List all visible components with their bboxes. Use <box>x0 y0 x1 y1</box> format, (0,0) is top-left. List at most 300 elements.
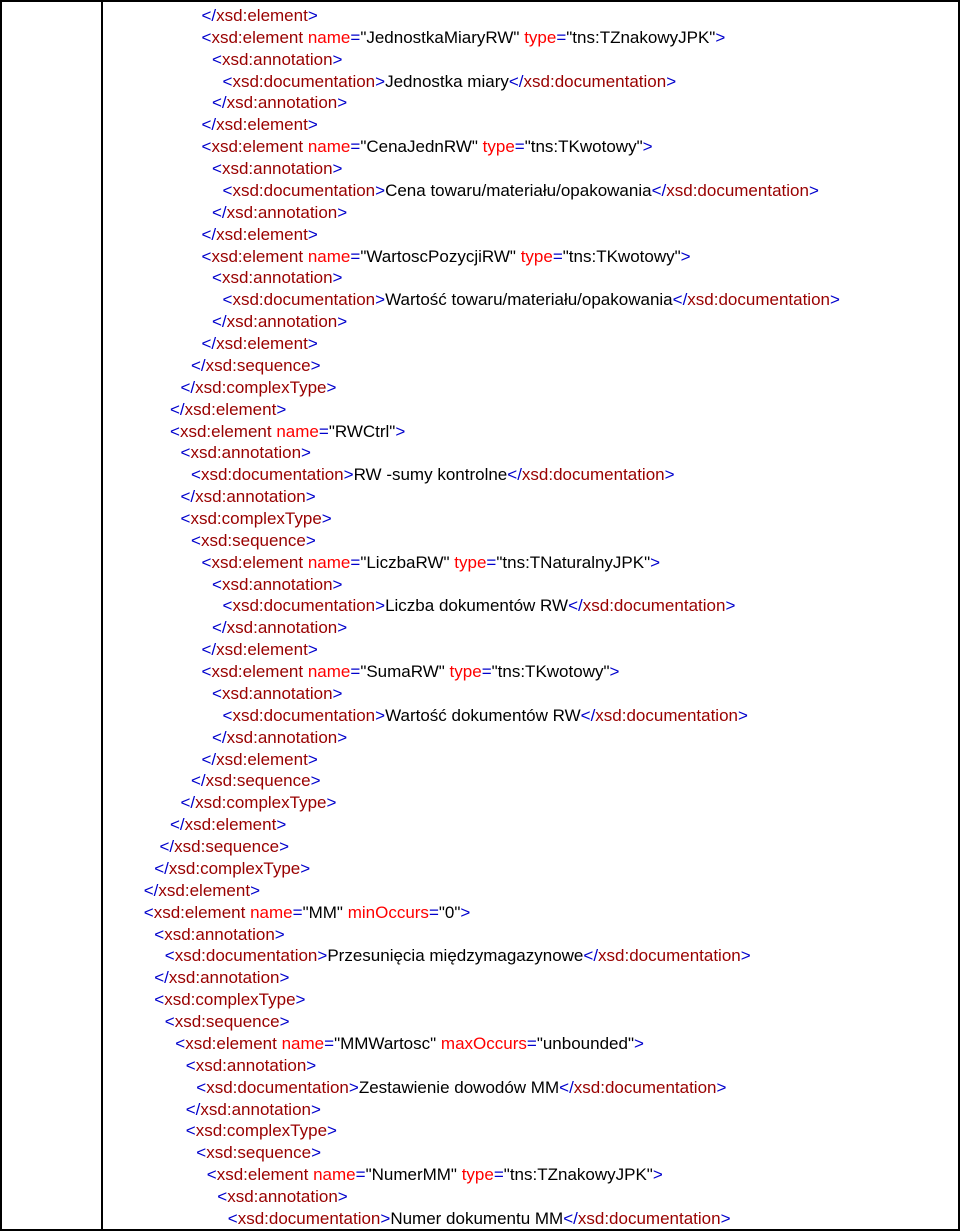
bracket: > <box>332 159 343 179</box>
bracket: > <box>311 1099 321 1119</box>
bracket: > <box>375 290 386 310</box>
bracket: > <box>276 399 287 419</box>
code-line <box>202 27 726 49</box>
code-line <box>202 661 620 683</box>
bracket: = <box>350 246 361 266</box>
bracket: < <box>217 1186 228 1206</box>
attribute-value: "LiczbaRW" <box>360 552 450 572</box>
code-line <box>212 311 347 333</box>
code-line <box>212 202 347 224</box>
code-line <box>212 267 342 289</box>
attribute-name: name <box>307 246 351 266</box>
tag-name: xsd:annotation <box>221 683 333 703</box>
bracket: > <box>326 793 337 813</box>
tag-name: xsd:element <box>216 749 308 769</box>
bracket: > <box>326 377 337 397</box>
code-line <box>154 858 310 880</box>
tag-name: xsd:element <box>211 246 304 266</box>
tag-name: xsd:documentation <box>598 946 741 966</box>
tag-name: xsd:documentation <box>595 705 738 725</box>
tag-name: xsd:documentation <box>174 946 318 966</box>
bracket: = <box>350 137 361 157</box>
bracket: < <box>212 574 222 594</box>
bracket: > <box>274 924 285 944</box>
bracket: = <box>514 137 525 157</box>
xsd-code-block <box>105 5 958 1229</box>
bracket: </ <box>568 596 583 616</box>
bracket: > <box>307 749 318 769</box>
text-content: Przesunięcia międzymagazynowe <box>327 946 584 966</box>
bracket: </ <box>201 334 217 354</box>
bracket: > <box>321 509 332 528</box>
code-line <box>175 1033 644 1055</box>
tag-name: xsd:element <box>216 1165 309 1185</box>
code-line <box>191 464 675 486</box>
code-line <box>186 1120 337 1142</box>
bracket: < <box>201 552 212 572</box>
code-line <box>228 1208 731 1230</box>
code-line <box>165 1011 290 1033</box>
bracket: </ <box>180 377 196 397</box>
bracket: </ <box>201 640 217 660</box>
attribute-name: name <box>307 137 351 157</box>
attribute-value: "WartoscPozycjiRW" <box>360 246 516 266</box>
bracket: = <box>350 27 361 47</box>
tag-name: xsd:complexType <box>195 377 327 397</box>
bracket: = <box>486 552 497 572</box>
bracket: < <box>206 1165 217 1185</box>
tag-name: xsd:sequence <box>200 530 306 550</box>
code-line <box>202 224 318 246</box>
tag-name: xsd:complexType <box>195 1121 328 1141</box>
bracket: > <box>337 93 348 113</box>
bracket: </ <box>185 1099 201 1119</box>
tag-name: xsd:documentation <box>577 1208 721 1228</box>
bracket: </ <box>180 793 196 813</box>
bracket: > <box>680 246 691 266</box>
tag-name: xsd:annotation <box>200 1099 311 1119</box>
tag-name: xsd:annotation <box>227 1186 338 1206</box>
bracket: > <box>375 71 386 91</box>
attribute-value: "tns:TKwotowy" <box>491 662 610 682</box>
bracket: = <box>350 662 361 682</box>
bracket: > <box>301 443 311 463</box>
tag-name: xsd:element <box>185 1033 277 1053</box>
attribute-name: name <box>281 1033 325 1053</box>
attribute-name: name <box>307 662 351 682</box>
tag-name: xsd:complexType <box>168 858 301 878</box>
attribute-value: "NumerMM" <box>365 1165 457 1185</box>
bracket: > <box>250 880 261 900</box>
tag-name: xsd:documentation <box>687 290 830 310</box>
bracket: > <box>332 268 343 288</box>
attribute-value: "MMWartosc" <box>334 1033 437 1053</box>
tag-name: xsd:sequence <box>205 771 311 791</box>
bracket: </ <box>212 93 227 113</box>
bracket: > <box>642 137 653 157</box>
bracket: > <box>740 946 751 966</box>
bracket: > <box>337 1186 348 1206</box>
tag-name: xsd:element <box>184 399 277 419</box>
tag-name: xsd:annotation <box>195 487 306 507</box>
bracket: > <box>380 1208 391 1228</box>
bracket: > <box>343 465 354 485</box>
code-line <box>202 552 661 574</box>
bracket: </ <box>559 1077 574 1097</box>
tag-name: xsd:annotation <box>221 574 333 594</box>
bracket: < <box>154 924 165 944</box>
bracket: > <box>715 27 726 47</box>
code-line <box>223 705 748 727</box>
bracket: > <box>720 1208 731 1228</box>
bracket: > <box>337 312 348 332</box>
bracket: </ <box>580 705 596 725</box>
code-line <box>186 1099 321 1121</box>
bracket: < <box>212 268 222 288</box>
code-line <box>212 158 342 180</box>
tag-name: xsd:annotation <box>226 312 338 332</box>
code-line <box>223 180 819 202</box>
bracket: < <box>212 49 222 69</box>
bracket: </ <box>212 618 227 638</box>
tag-name: xsd:annotation <box>226 727 338 747</box>
code-line <box>217 1186 347 1208</box>
bracket: < <box>227 1208 238 1228</box>
attribute-value: "CenaJednRW" <box>360 137 478 157</box>
code-line <box>181 486 316 508</box>
code-line <box>202 5 318 27</box>
bracket: = <box>481 662 492 682</box>
code-line <box>191 530 316 552</box>
tag-name: xsd:documentation <box>232 705 376 725</box>
bracket: > <box>307 640 318 660</box>
bracket: = <box>552 246 563 266</box>
bracket: </ <box>672 290 688 310</box>
code-line <box>154 924 284 946</box>
bracket: > <box>395 421 406 441</box>
code-line <box>191 355 321 377</box>
tag-name: xsd:documentation <box>582 596 726 616</box>
text-content: Liczba dokumentów RW <box>385 596 569 616</box>
bracket: < <box>170 421 180 441</box>
bracket: > <box>279 1012 290 1032</box>
bracket: </ <box>212 312 227 332</box>
text-content: Wartość towaru/materiału/opakowania <box>385 290 673 310</box>
bracket: </ <box>201 224 217 244</box>
bracket: </ <box>583 946 599 966</box>
bracket: < <box>201 27 212 47</box>
bracket: </ <box>159 837 175 857</box>
tag-name: xsd:element <box>216 334 308 354</box>
code-line <box>196 1077 726 1099</box>
attribute-value: "JednostkaMiaryRW" <box>360 27 520 47</box>
tag-name: xsd:documentation <box>206 1077 349 1097</box>
code-line <box>144 880 260 902</box>
bracket: > <box>460 902 471 922</box>
text-content: Cena towaru/materiału/opakowania <box>385 180 652 200</box>
bracket: > <box>310 355 321 375</box>
bracket: </ <box>651 180 667 200</box>
tag-name: xsd:annotation <box>168 968 280 988</box>
attribute-name: type <box>454 552 487 572</box>
text-content: Numer dokumentu MM <box>390 1208 564 1228</box>
attribute-name: minOccurs <box>347 902 429 922</box>
bracket: > <box>279 837 289 857</box>
bracket: < <box>222 71 233 91</box>
bracket: > <box>664 465 675 485</box>
attribute-value: "RWCtrl" <box>328 421 396 441</box>
bracket: < <box>185 1055 196 1075</box>
bracket: > <box>295 990 306 1010</box>
code-line <box>212 49 342 71</box>
bracket: > <box>666 71 677 91</box>
bracket: > <box>306 1055 317 1075</box>
bracket: > <box>337 618 348 638</box>
tag-name: xsd:annotation <box>226 202 338 222</box>
tag-name: xsd:element <box>216 640 308 660</box>
bracket: > <box>317 946 328 966</box>
tag-name: xsd:documentation <box>232 180 376 200</box>
code-line <box>154 989 305 1011</box>
attribute-value: "SumaRW" <box>360 662 445 682</box>
attribute-value: "tns:TNaturalnyJPK" <box>496 552 651 572</box>
code-line <box>223 289 840 311</box>
bracket: < <box>222 180 233 200</box>
bracket: > <box>725 596 736 616</box>
code-line <box>181 377 337 399</box>
bracket: < <box>164 946 175 966</box>
code-line <box>170 399 286 421</box>
bracket: < <box>212 683 222 703</box>
code-line <box>223 595 736 617</box>
tag-name: xsd:element <box>216 6 308 25</box>
tag-name: xsd:element <box>211 27 304 47</box>
attribute-name: name <box>276 421 319 441</box>
bracket: </ <box>170 815 185 835</box>
bracket: > <box>348 1077 359 1097</box>
bracket: = <box>324 1033 335 1053</box>
bracket: < <box>222 290 233 310</box>
code-line <box>181 442 311 464</box>
bracket: > <box>307 115 318 135</box>
bracket: </ <box>201 115 217 135</box>
attribute-name: type <box>461 1165 494 1185</box>
bracket: > <box>375 180 386 200</box>
code-line <box>202 749 318 771</box>
bracket: = <box>428 902 439 922</box>
text-content: RW -sumy kontrolne <box>353 465 508 485</box>
code-line <box>202 246 691 268</box>
bracket: > <box>332 683 343 703</box>
text-content: Zestawienie dowodów MM <box>358 1077 560 1097</box>
attribute-name: maxOccurs <box>440 1033 527 1053</box>
bracket: = <box>350 552 361 572</box>
code-line <box>212 617 347 639</box>
attribute-name: name <box>313 1165 356 1185</box>
bracket: < <box>191 465 201 485</box>
code-line <box>196 1142 321 1164</box>
attribute-value: "tns:TZnakowyJPK" <box>503 1165 653 1185</box>
tag-name: xsd:annotation <box>226 93 338 113</box>
bracket: > <box>650 552 661 572</box>
tag-name: xsd:documentation <box>523 71 667 91</box>
code-line <box>212 574 342 596</box>
bracket: </ <box>143 880 159 900</box>
tag-name: xsd:annotation <box>164 924 275 944</box>
bracket: > <box>310 771 321 791</box>
tag-name: xsd:element <box>211 137 304 157</box>
code-line <box>202 136 653 158</box>
bracket: = <box>556 27 567 47</box>
code-line <box>165 945 751 967</box>
attribute-name: name <box>250 902 293 922</box>
bracket: > <box>375 596 386 616</box>
tag-name: xsd:documentation <box>521 465 665 485</box>
attribute-value: "MM" <box>302 902 343 922</box>
tag-name: xsd:element <box>211 552 304 572</box>
bracket: > <box>337 202 348 222</box>
bracket: > <box>633 1033 644 1053</box>
bracket: < <box>196 1143 207 1163</box>
bracket: </ <box>191 355 206 375</box>
bracket: = <box>526 1033 537 1053</box>
tag-name: xsd:documentation <box>200 465 344 485</box>
text-content: Wartość dokumentów RW <box>385 705 581 725</box>
bracket: < <box>191 530 201 550</box>
code-line <box>144 902 471 924</box>
text-content: Jednostka miary <box>385 71 509 91</box>
code-line <box>170 421 405 443</box>
bracket: > <box>327 1121 337 1141</box>
tag-name: xsd:annotation <box>221 49 333 69</box>
bracket: </ <box>507 465 522 485</box>
tag-name: xsd:annotation <box>195 1055 307 1075</box>
bracket: > <box>279 968 290 988</box>
bracket: = <box>493 1165 504 1185</box>
tag-name: xsd:sequence <box>205 355 311 375</box>
tag-name: xsd:element <box>216 224 308 244</box>
code-line <box>186 1055 316 1077</box>
bracket: > <box>307 334 318 354</box>
tag-name: xsd:sequence <box>174 837 280 857</box>
code-line <box>202 639 318 661</box>
bracket: < <box>164 1012 175 1032</box>
bracket: </ <box>170 399 185 419</box>
bracket: < <box>201 662 212 682</box>
attribute-value: "tns:TKwotowy" <box>562 246 681 266</box>
bracket: > <box>332 574 343 594</box>
code-line <box>207 1164 663 1186</box>
code-line <box>212 683 342 705</box>
attribute-value: "unbounded" <box>536 1033 634 1053</box>
bracket: = <box>355 1165 366 1185</box>
code-line <box>202 333 318 355</box>
attribute-value: "tns:TKwotowy" <box>524 137 643 157</box>
bracket: > <box>300 858 311 878</box>
tag-name: xsd:element <box>158 880 251 900</box>
bracket: > <box>307 224 318 244</box>
bracket: = <box>292 902 303 922</box>
code-line <box>170 814 286 836</box>
attribute-value: "tns:TZnakowyJPK" <box>566 27 716 47</box>
tag-name: xsd:documentation <box>232 596 376 616</box>
bracket: > <box>808 180 819 200</box>
tag-name: xsd:annotation <box>190 443 302 463</box>
tag-name: xsd:annotation <box>221 159 333 179</box>
tag-name: xsd:documentation <box>237 1208 381 1228</box>
code-line <box>181 792 337 814</box>
bracket: < <box>143 902 154 922</box>
column-divider <box>101 2 103 1229</box>
bracket: < <box>175 1033 186 1053</box>
bracket: </ <box>180 487 196 507</box>
code-line <box>154 967 289 989</box>
bracket: < <box>185 1121 196 1141</box>
tag-name: xsd:sequence <box>206 1143 312 1163</box>
attribute-name: name <box>307 552 351 572</box>
bracket: > <box>716 1077 727 1097</box>
bracket: < <box>201 246 212 266</box>
tag-name: xsd:element <box>184 815 277 835</box>
attribute-name: type <box>449 662 482 682</box>
bracket: > <box>307 6 318 25</box>
bracket: < <box>196 1077 207 1097</box>
tag-name: xsd:annotation <box>226 618 338 638</box>
bracket: > <box>337 727 348 747</box>
attribute-name: type <box>524 27 557 47</box>
code-line <box>212 727 347 749</box>
bracket: < <box>222 596 233 616</box>
bracket: </ <box>201 6 217 25</box>
bracket: </ <box>212 202 227 222</box>
code-line <box>181 508 332 530</box>
tag-name: xsd:sequence <box>174 1012 280 1032</box>
bracket: < <box>201 137 212 157</box>
attribute-name: type <box>520 246 553 266</box>
tag-name: xsd:complexType <box>190 509 322 528</box>
attribute-name: type <box>482 137 515 157</box>
bracket: </ <box>154 858 169 878</box>
bracket: > <box>830 290 840 310</box>
bracket: > <box>375 705 386 725</box>
tag-name: xsd:element <box>216 115 308 135</box>
bracket: < <box>212 159 222 179</box>
attribute-value: "0" <box>438 902 461 922</box>
code-line <box>212 92 347 114</box>
tag-name: xsd:documentation <box>232 290 376 310</box>
code-line <box>160 836 290 858</box>
tag-name: xsd:element <box>211 662 304 682</box>
bracket: > <box>311 1143 322 1163</box>
bracket: < <box>154 990 165 1010</box>
bracket: </ <box>191 771 206 791</box>
bracket: > <box>738 705 748 725</box>
bracket: = <box>318 421 329 441</box>
bracket: < <box>222 705 233 725</box>
tag-name: xsd:complexType <box>164 990 296 1010</box>
bracket: </ <box>201 749 217 769</box>
tag-name: xsd:annotation <box>221 268 333 288</box>
code-line <box>223 71 677 93</box>
bracket: > <box>652 1165 663 1185</box>
attribute-name: name <box>307 27 351 47</box>
tag-name: xsd:element <box>153 902 246 922</box>
bracket: > <box>276 815 287 835</box>
bracket: > <box>609 662 620 682</box>
bracket: </ <box>154 968 169 988</box>
tag-name: xsd:documentation <box>666 180 809 200</box>
bracket: </ <box>212 727 227 747</box>
